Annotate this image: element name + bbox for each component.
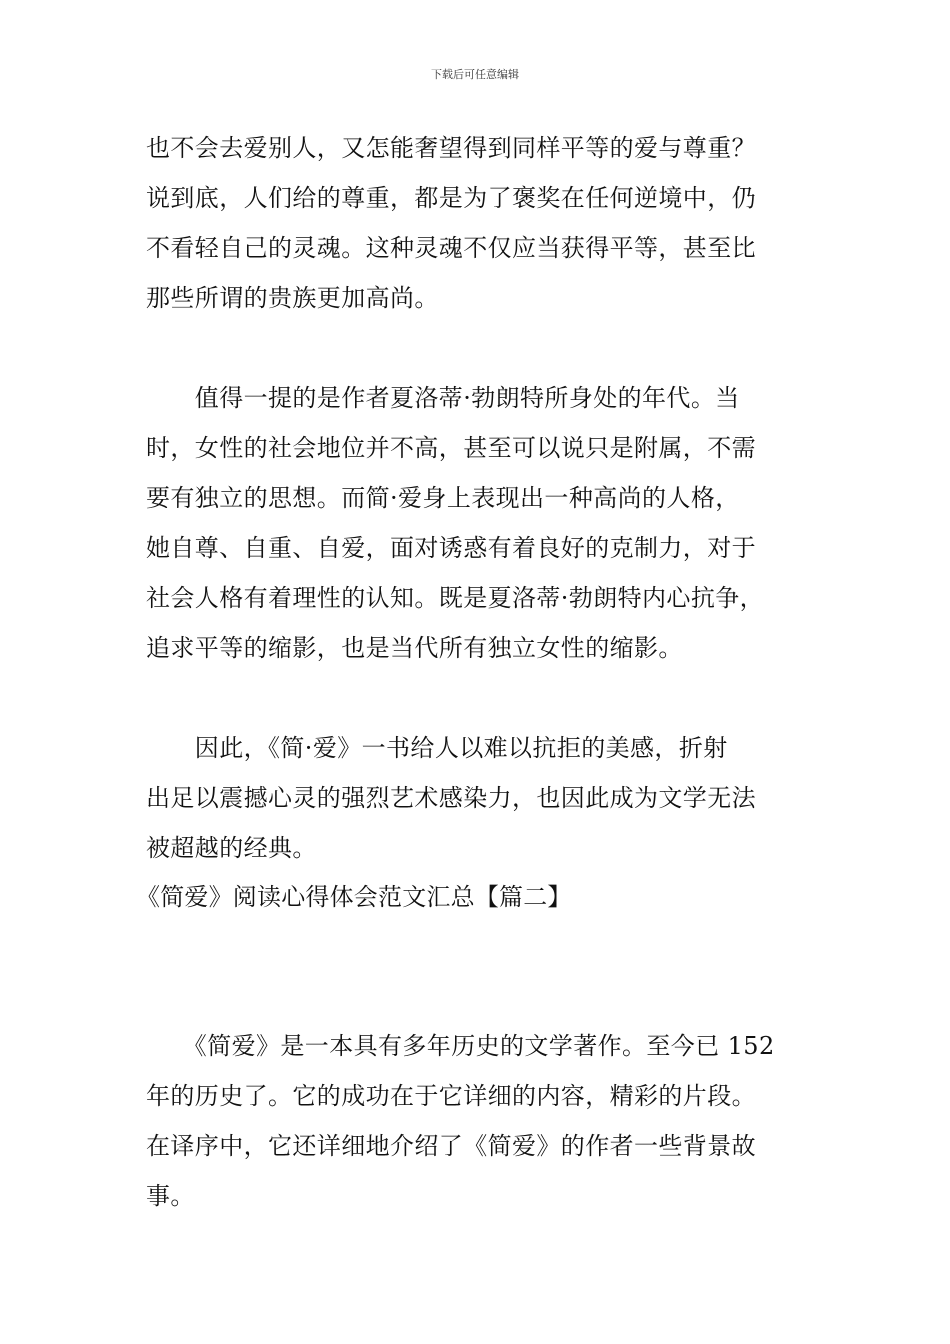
paragraph-4-line-1: 《简爱》是一本具有多年历史的文学著作。至今已 152	[146, 1032, 775, 1060]
paragraph-4-line-4: 事。	[146, 1182, 195, 1210]
paragraph-2-line-3: 要有独立的思想。而简·爱身上表现出一种高尚的人格，	[146, 484, 740, 512]
paragraph-2-line-5: 社会人格有着理性的认知。既是夏洛蒂·勃朗特内心抗争，	[146, 584, 765, 612]
paragraph-2-line-6: 追求平等的缩影，也是当代所有独立女性的缩影。	[146, 634, 683, 662]
paragraph-1-line-4: 那些所谓的贵族更加高尚。	[146, 284, 439, 312]
paragraph-2-line-2: 时，女性的社会地位并不高，甚至可以说只是附属，不需	[146, 434, 756, 462]
paragraph-1-line-3: 不看轻自己的灵魂。这种灵魂不仅应当获得平等，甚至比	[146, 234, 756, 262]
paragraph-3-line-1: 因此，《简·爱》一书给人以难以抗拒的美感，折射	[146, 734, 728, 762]
paragraph-2-line-4: 她自尊、自重、自爱，面对诱惑有着良好的克制力，对于	[146, 534, 756, 562]
paragraph-3-line-2: 出足以震撼心灵的强烈艺术感染力，也因此成为文学无法	[146, 784, 756, 812]
paragraph-4-line-2: 年的历史了。它的成功在于它详细的内容，精彩的片段。	[146, 1082, 756, 1110]
section-heading: 《简爱》阅读心得体会范文汇总【篇二】	[136, 883, 572, 911]
paragraph-2-line-1: 值得一提的是作者夏洛蒂·勃朗特所身处的年代。当	[146, 384, 740, 412]
page-header: 下载后可任意编辑	[431, 68, 519, 81]
paragraph-4-line-3: 在译序中，它还详细地介绍了《简爱》的作者一些背景故	[146, 1132, 756, 1160]
paragraph-1-line-1: 也不会去爱别人，又怎能奢望得到同样平等的爱与尊重？	[146, 134, 756, 162]
paragraph-3-line-3: 被超越的经典。	[146, 834, 317, 862]
paragraph-1-line-2: 说到底，人们给的尊重，都是为了褒奖在任何逆境中，仍	[146, 184, 756, 212]
